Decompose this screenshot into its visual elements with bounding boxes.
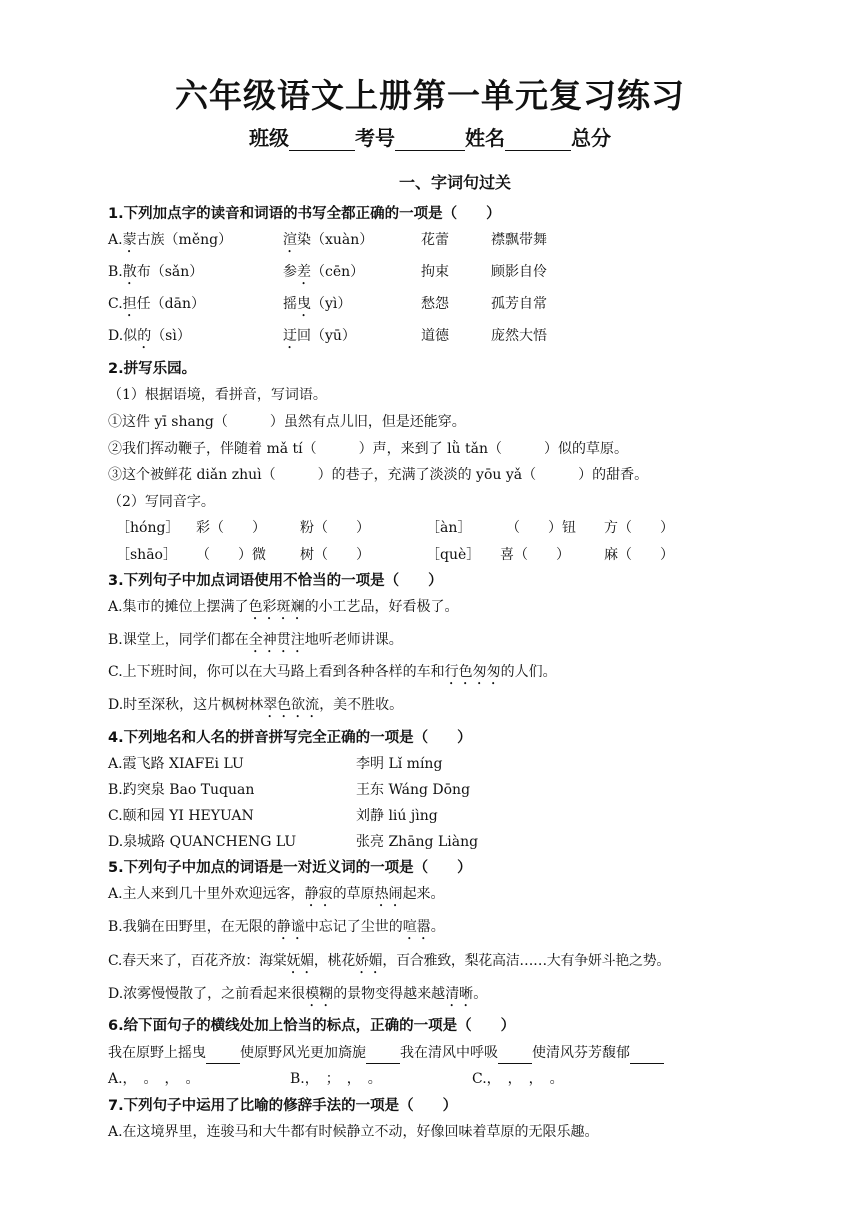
question-2-stem: 2.拼写乐园。 (108, 361, 197, 377)
q2-pinyin-hong: ［hóng］ (116, 520, 180, 536)
q6-blank-3[interactable] (498, 1043, 532, 1064)
q7-option-a: A.在这境界里，连骏马和大牛都有时候静立不动，好像回味着草原的无限乐趣。 (108, 1124, 599, 1140)
question-7-stem: 7.下列句子中运用了比喻的修辞手法的一项是（ ） (108, 1098, 458, 1114)
q4-option-d-person: 张亮 Zhāng Liàng (356, 834, 479, 850)
q4-option-a-place: A.霞飞路 XIAFEi LU (108, 756, 244, 772)
number-label: 考号 (355, 126, 395, 150)
q6-clause-3: 我在清风中呼吸 (400, 1045, 498, 1061)
q2-pinyin-que: ［què］ (426, 547, 481, 563)
q2-an-blank-2: 方（ ） (604, 520, 674, 536)
q3-option-a: A.集市的摊位上摆满了色彩斑斓的小工艺品，好看极了。 (108, 599, 459, 615)
q2-shao-blank-2: 树（ ） (300, 547, 370, 563)
class-blank[interactable] (289, 130, 355, 151)
name-label: 姓名 (465, 126, 505, 150)
q6-clause-1: 我在原野上摇曳 (108, 1045, 206, 1061)
q1-option-b-word3: 拘束 (421, 264, 449, 280)
q6-clause-4: 使清风芬芳馥郁 (532, 1045, 630, 1061)
q3-option-d: D.时至深秋，这片枫树林翠色欲流，美不胜收。 (108, 697, 404, 713)
q2-part-1-heading: （1）根据语境，看拼音，写词语。 (108, 387, 327, 403)
q5-option-c: C.春天来了，百花齐放：海棠妩媚，桃花娇媚，百合雅致，梨花高洁……大有争妍斗艳之势。 (108, 953, 671, 969)
q1-option-a-word3: 花蕾 (421, 232, 449, 248)
q6-option-a: A.， 。 ， 。 (108, 1071, 200, 1087)
q3-option-b: B.课堂上，同学们都在全神贯注地听老师讲课。 (108, 632, 403, 648)
q5-option-b: B.我躺在田野里，在无限的静谧中忘记了尘世的喧嚣。 (108, 919, 445, 935)
q4-option-d-place: D.泉城路 QUANCHENG LU (108, 834, 297, 850)
q1-option-c-word3: 愁怨 (421, 296, 449, 312)
q2-hong-blank-2: 粉（ ） (300, 520, 370, 536)
q1-option-d-word3: 道德 (421, 328, 449, 344)
q4-option-c-place: C.颐和园 YI HEYUAN (108, 808, 254, 824)
q1-option-c-word4: 孤芳自常 (491, 296, 547, 312)
q1-option-c-word2: 摇曳（yì） (283, 296, 352, 312)
question-4-stem: 4.下列地名和人名的拼音拼写完全正确的一项是（ ） (108, 730, 472, 746)
q6-blank-1[interactable] (206, 1043, 240, 1064)
q1-option-a-word4: 襟飘带舞 (491, 232, 547, 248)
q6-blank-2[interactable] (366, 1043, 400, 1064)
q2-pinyin-shao: ［shāo］ (116, 547, 177, 563)
q4-option-a-person: 李明 Lǐ míng (356, 756, 443, 772)
q3-option-c: C.上下班时间，你可以在大马路上看到各种各样的车和行色匆匆的人们。 (108, 664, 557, 680)
q4-option-b-person: 王东 Wáng Dōng (356, 782, 471, 798)
q2-an-blank-1: （ ）钮 (506, 520, 576, 536)
question-5-stem: 5.下列句子中加点的词语是一对近义词的一项是（ ） (108, 860, 472, 876)
student-info-line (0, 122, 860, 151)
name-blank[interactable] (505, 130, 571, 151)
class-label: 班级 (249, 126, 289, 150)
q2-sentence-2: ②我们挥动鞭子，伴随着 mǎ tí（ ）声，来到了 lǜ tǎn（ ）似的草原。 (108, 441, 629, 457)
q1-option-d-word: D.似的（sì） (108, 328, 191, 344)
q1-option-b-word2: 参差（cēn） (283, 264, 365, 280)
question-3-stem: 3.下列句子中加点词语使用不恰当的一项是（ ） (108, 573, 443, 589)
q2-que-blank-2: 麻（ ） (604, 547, 674, 563)
q1-option-a-word: A.蒙古族（měng） (108, 232, 233, 248)
q1-option-b-word: B.散布（sǎn） (108, 264, 204, 280)
q4-option-c-person: 刘静 liú jìng (356, 808, 438, 824)
q2-shao-blank-1: （ ）微 (196, 547, 266, 563)
q6-blank-4[interactable] (630, 1043, 664, 1064)
q4-option-b-place: B.趵突泉 Bao Tuquan (108, 782, 255, 798)
question-6-stem: 6.给下面句子的横线处加上恰当的标点，正确的一项是（ ） (108, 1018, 516, 1034)
q2-hong-blank-1: 彩（ ） (196, 520, 266, 536)
q1-option-b-word4: 顾影自伶 (491, 264, 547, 280)
q5-option-a: A.主人来到几十里外欢迎远客，静寂的草原热闹起来。 (108, 886, 445, 902)
q6-sentence (108, 1043, 664, 1064)
q2-sentence-3: ③这个被鲜花 diǎn zhuì（ ）的巷子，充满了淡淡的 yōu yǎ（ ）的甜香。 (108, 467, 649, 483)
q6-clause-2: 使原野风光更加旖旎 (240, 1045, 366, 1061)
page-title: 六年级语文上册第一单元复习练习 (175, 76, 685, 115)
q6-option-c: C.， ， ， 。 (472, 1071, 564, 1087)
q1-option-d-word4: 庞然大悟 (491, 328, 547, 344)
section-heading: 一、字词句过关 (398, 173, 511, 192)
q2-part-2-heading: （2）写同音字。 (108, 494, 215, 510)
q2-sentence-1: ①这件 yī shang（ ）虽然有点儿旧，但是还能穿。 (108, 414, 466, 430)
q6-option-b: B.， ； ， 。 (290, 1071, 382, 1087)
q5-option-d: D.浓雾慢慢散了，之前看起来很模糊的景物变得越来越清晰。 (108, 986, 488, 1002)
question-1-stem: 1.下列加点字的读音和词语的书写全都正确的一项是（ ） (108, 206, 501, 222)
q2-pinyin-an: ［àn］ (426, 520, 472, 536)
score-label: 总分 (571, 126, 611, 150)
number-blank[interactable] (395, 130, 465, 151)
q1-option-a-word2: 渲染（xuàn） (283, 232, 374, 248)
q1-option-d-word2: 迂回（yū） (283, 328, 356, 344)
q1-option-c-word: C.担任（dān） (108, 296, 205, 312)
q2-que-blank-1: 喜（ ） (500, 547, 570, 563)
